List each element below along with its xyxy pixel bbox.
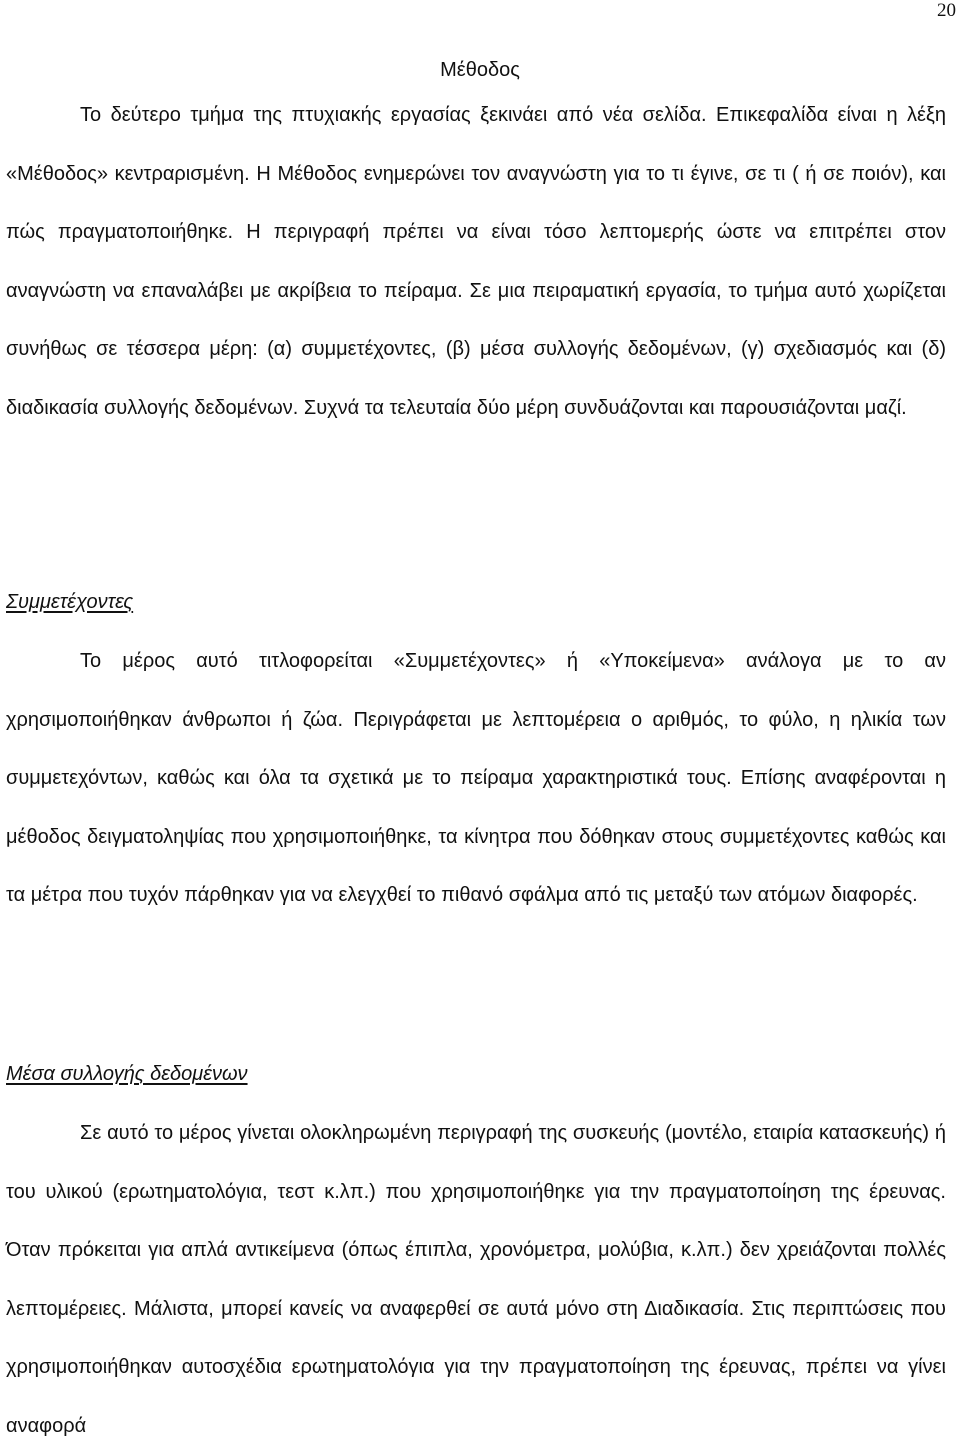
intro-paragraph-block: [6, 86, 946, 438]
intro-paragraph: Το δεύτερο τμήμα της πτυχιακής εργασίας ξεκινάει από νέα σελίδα. Επικεφαλίδα είναι η λέξη «Μέθοδος» κεντραρισμένη. Η Μέθοδος ενημερώνει τον αναγνώστη για το τι έγινε, σε τι ( ή σε ποιόν), και πώς πραγματοποιήθηκε. Η περιγραφή πρέπει να είναι τόσο λεπτομερής ώστε να επιτρέπει στον αναγνώστη να επαναλάβει με ακρίβεια το πείραμα. Σε μια πειραματική εργασία, το τμήμα αυτό χωρίζεται συνήθως σε τέσσερα μέρη: (α) συμμετέχοντες, (β) μέσα συλλογής δεδομένων, (γ) σχεδιασμός και (δ) διαδικασία συλλογής δεδομένων. Συχνά τα τελευταία δύο μέρη συνδυάζονται και παρουσιάζονται μαζί.: [6, 104, 946, 419]
subsection-heading-data-collection: Μέσα συλλογής δεδομένων: [6, 1063, 248, 1085]
data-collection-paragraph-block: [6, 1104, 946, 1456]
subsection-heading-participants: Συμμετέχοντες: [6, 591, 134, 613]
page-number: 20: [937, 0, 956, 21]
data-collection-paragraph: Σε αυτό το μέρος γίνεται ολοκληρωμένη περιγραφή της συσκευής (μοντέλο, εταιρία κατασκευής) ή του υλικού (ερωτηματολόγια, τεστ κ.λπ.) που χρησιμοποιήθηκε για την πραγματοποίηση της έρευνας. Όταν πρόκειται για απλά αντικείμενα (όπως έπιπλα, χρονόμετρα, μολύβια, κ.λπ.) δεν χρειάζονται πολλές λεπτομέρειες. Μάλιστα, μπορεί κανείς να αναφερθεί σε αυτά μόνο στη Διαδικασία. Στις περιπτώσεις που χρησιμοποιήθηκαν αυτοσχέδια ερωτηματολόγια για την πραγματοποίηση της έρευνας, πρέπει να γίνει αναφορά: [6, 1122, 946, 1437]
section-title: Μέθοδος: [440, 59, 520, 81]
participants-paragraph: Το μέρος αυτό τιτλοφορείται «Συμμετέχοντες» ή «Υποκείμενα» ανάλογα με το αν χρησιμοποιήθηκαν άνθρωποι ή ζώα. Περιγράφεται με λεπτομέρεια ο αριθμός, το φύλο, η ηλικία των συμμετεχόντων, καθώς και όλα τα σχετικά με το πείραμα χαρακτηριστικά τους. Επίσης αναφέρονται η μέθοδος δειγματοληψίας που χρησιμοποιήθηκε, τα κίνητρα που δόθηκαν στους συμμετέχοντες καθώς και τα μέτρα που τυχόν πάρθηκαν για να ελεγχθεί το πιθανό σφάλμα από τις μεταξύ των ατόμων διαφορές.: [6, 650, 946, 907]
participants-paragraph-block: [6, 632, 946, 925]
